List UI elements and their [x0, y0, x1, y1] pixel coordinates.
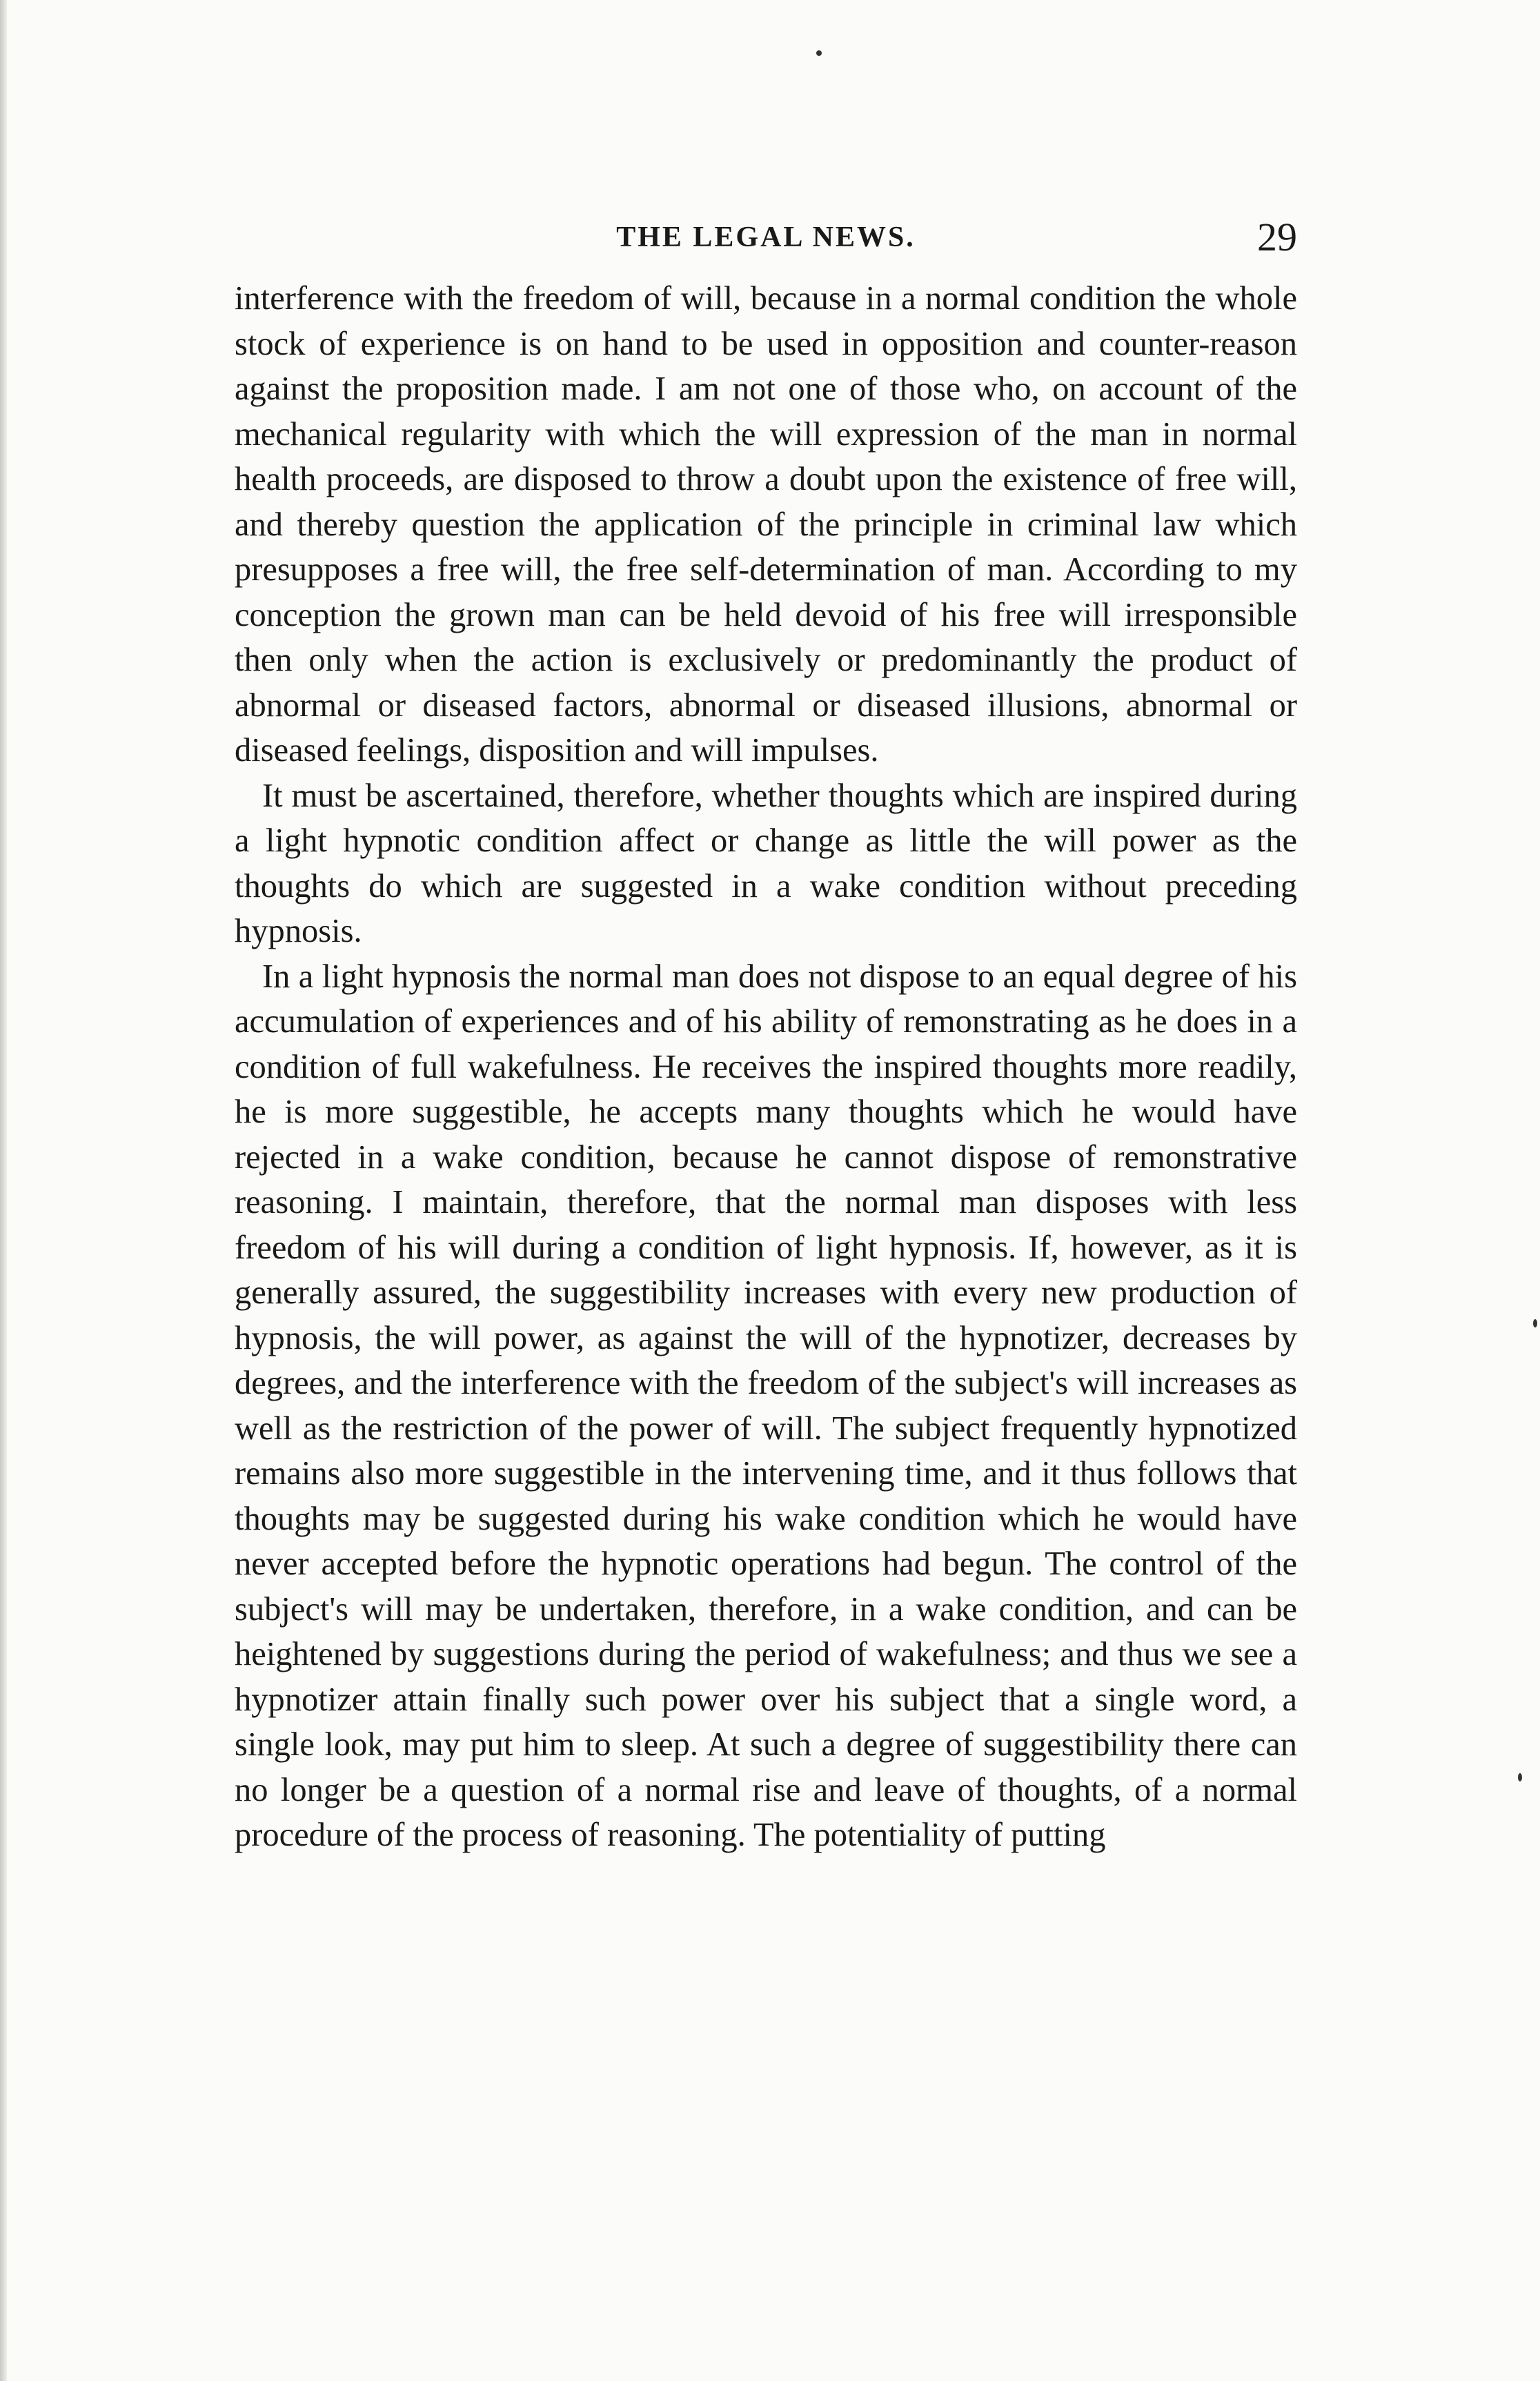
running-head: [235, 214, 1297, 269]
paragraph-1: interference with the freedom of will, because in a normal condition the whole stock of experience is on hand to be used in opposition and counter-reason against the proposition made. I am not one of those who, on account of the mechanical regularity with which the will expression of the man in normal health proceeds, are disposed to throw a doubt upon the existence of free will, and thereby question the application of the principle in criminal law which presupposes a free will, the free self-determination of man. According to my conception the grown man can be held devoid of his free will irresponsible then only when the action is exclusively or predominantly the product of abnormal or diseased factors, abnormal or diseased illusions, abnormal or diseased feelings, disposition and will impulses.: [235, 280, 1297, 769]
page: [235, 214, 1297, 1858]
speck-right-lower: [1518, 1773, 1522, 1781]
paragraph-3: In a light hypnosis the normal man does not dispose to an equal degree of his accumulation of experiences and of his ability of remonstrating as he does in a condition of full wakefulness. He receives the inspired thoughts more readily, he is more suggestible, he accepts many thoughts which he would have rejected in a wake condition, because he cannot dispose of remonstrative reasoning. I maintain, therefore, that the normal man disposes with less freedom of his will during a condition of light hypnosis. If, however, as it is generally assured, the suggestibility increases with every new production of hypnosis, the will power, as against the will of the hypnotizer, decreases by degrees, and the interference with the freedom of the subject's will increases as well as the restriction of the power of will. The subject frequently hypnotized remains also more suggestible in the intervening time, and it thus follows that thoughts may be suggested during his wake condition which he would have never accepted before the hypnotic operations had begun. The control of the subject's will may be undertaken, therefore, in a wake condition, and can be heightened by suggestions during the period of wakefulness; and thus we see a hypnotizer attain finally such power over his subject that a single word, a single look, may put him to sleep. At such a degree of suggestibility there can no longer be a question of a normal rise and leave of thoughts, of a normal procedure of the process of reasoning. The potentiality of putting: [235, 958, 1297, 1853]
journal-title: THE LEGAL NEWS.: [616, 221, 916, 253]
body-text: [235, 276, 1297, 1858]
speck-right: [1533, 1319, 1537, 1327]
page-number: 29: [1257, 215, 1297, 259]
scan-edge: [0, 0, 7, 2381]
speck-top: [816, 50, 822, 56]
paragraph-2: It must be ascertained, therefore, whether thoughts which are inspired during a light hypnotic condition affect or change as little the will power as the thoughts do which are suggested in a wake condition without preceding hypnosis.: [235, 777, 1297, 949]
